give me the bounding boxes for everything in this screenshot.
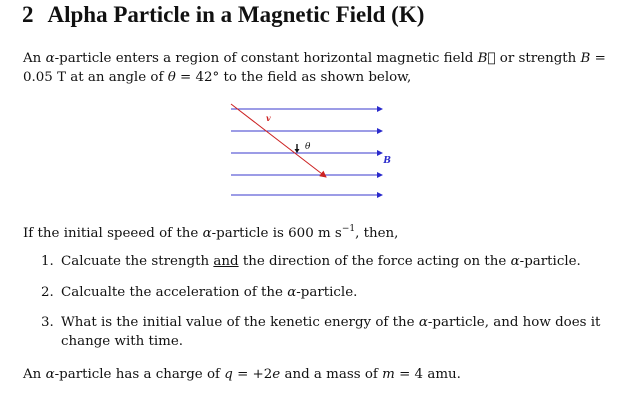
- text-run: -particle has a charge of: [54, 367, 225, 382]
- question-item-3-line-1: [41, 313, 600, 332]
- alpha-symbol: α: [45, 51, 55, 66]
- section-heading: [22, 2, 424, 28]
- field-strength-value: 0.05 T: [23, 70, 67, 85]
- text-run: Calcuate the strength: [61, 254, 214, 269]
- question-item-2: [41, 283, 357, 302]
- text-run: to the field as shown below,: [219, 70, 412, 85]
- alpha-symbol: α: [418, 315, 428, 330]
- text-run: What is the initial value of the kenetic energy of the: [61, 315, 419, 330]
- charge-symbol: q: [224, 367, 233, 382]
- text-run: Calcualte the acceleration of the: [61, 285, 288, 300]
- field-vector-symbol: B⃗: [477, 51, 496, 66]
- elementary-charge-symbol: e: [272, 367, 281, 382]
- speed-line: [23, 220, 398, 243]
- text-run: -particle enters a region of constant horizontal magnetic field: [54, 51, 478, 66]
- question-item-3: [41, 313, 600, 351]
- field-symbol: B: [580, 51, 591, 66]
- section-title: Alpha Particle in a Magnetic Field (K): [47, 2, 425, 27]
- angle-arrowhead: [295, 149, 300, 153]
- text-run: .: [456, 367, 461, 382]
- field-label: B: [383, 156, 391, 166]
- theta-label: θ: [305, 142, 311, 152]
- list-number: 2.: [41, 285, 54, 300]
- charge-value: = +2: [232, 367, 273, 382]
- alpha-symbol: α: [202, 226, 212, 241]
- speed-value: 600 m s: [288, 226, 342, 241]
- text-run: at an angle of: [66, 70, 168, 85]
- intro-line-2: [23, 68, 411, 87]
- text-run: -particle.: [519, 254, 581, 269]
- question-item-3-line-2: change with time.: [61, 334, 184, 349]
- alpha-symbol: α: [510, 254, 520, 269]
- intro-line-1: [23, 49, 606, 68]
- underlined-word: and: [213, 254, 239, 269]
- text-run: -particle, and how does it: [427, 315, 601, 330]
- field-diagram: [225, 100, 390, 210]
- text-run: An: [23, 51, 46, 66]
- text-run: the direction of the force acting on the: [238, 254, 511, 269]
- theta-symbol: θ: [167, 70, 176, 85]
- section-number: 2: [22, 2, 34, 27]
- speed-exponent: −1: [341, 224, 356, 234]
- alpha-symbol: α: [45, 367, 55, 382]
- alpha-symbol: α: [287, 285, 297, 300]
- charge-line: [23, 365, 461, 384]
- text-run: An: [23, 367, 46, 382]
- text-run: or strength: [495, 51, 581, 66]
- angle-value: = 42°: [175, 70, 220, 85]
- equals-sign: =: [590, 51, 606, 66]
- text-run: , then,: [355, 226, 399, 241]
- mass-value: = 4 amu: [394, 367, 457, 382]
- mass-symbol: m: [382, 367, 395, 382]
- text-run: If the initial speeed of the: [23, 226, 203, 241]
- text-run: -particle.: [296, 285, 358, 300]
- list-number: 1.: [41, 254, 54, 269]
- list-number: 3.: [41, 315, 54, 330]
- text-run: -particle is: [211, 226, 289, 241]
- velocity-label: v: [266, 113, 271, 123]
- question-item-1: [41, 252, 581, 271]
- text-run: and a mass of: [280, 367, 383, 382]
- field-diagram-svg: [225, 100, 390, 206]
- velocity-vector: [231, 104, 326, 177]
